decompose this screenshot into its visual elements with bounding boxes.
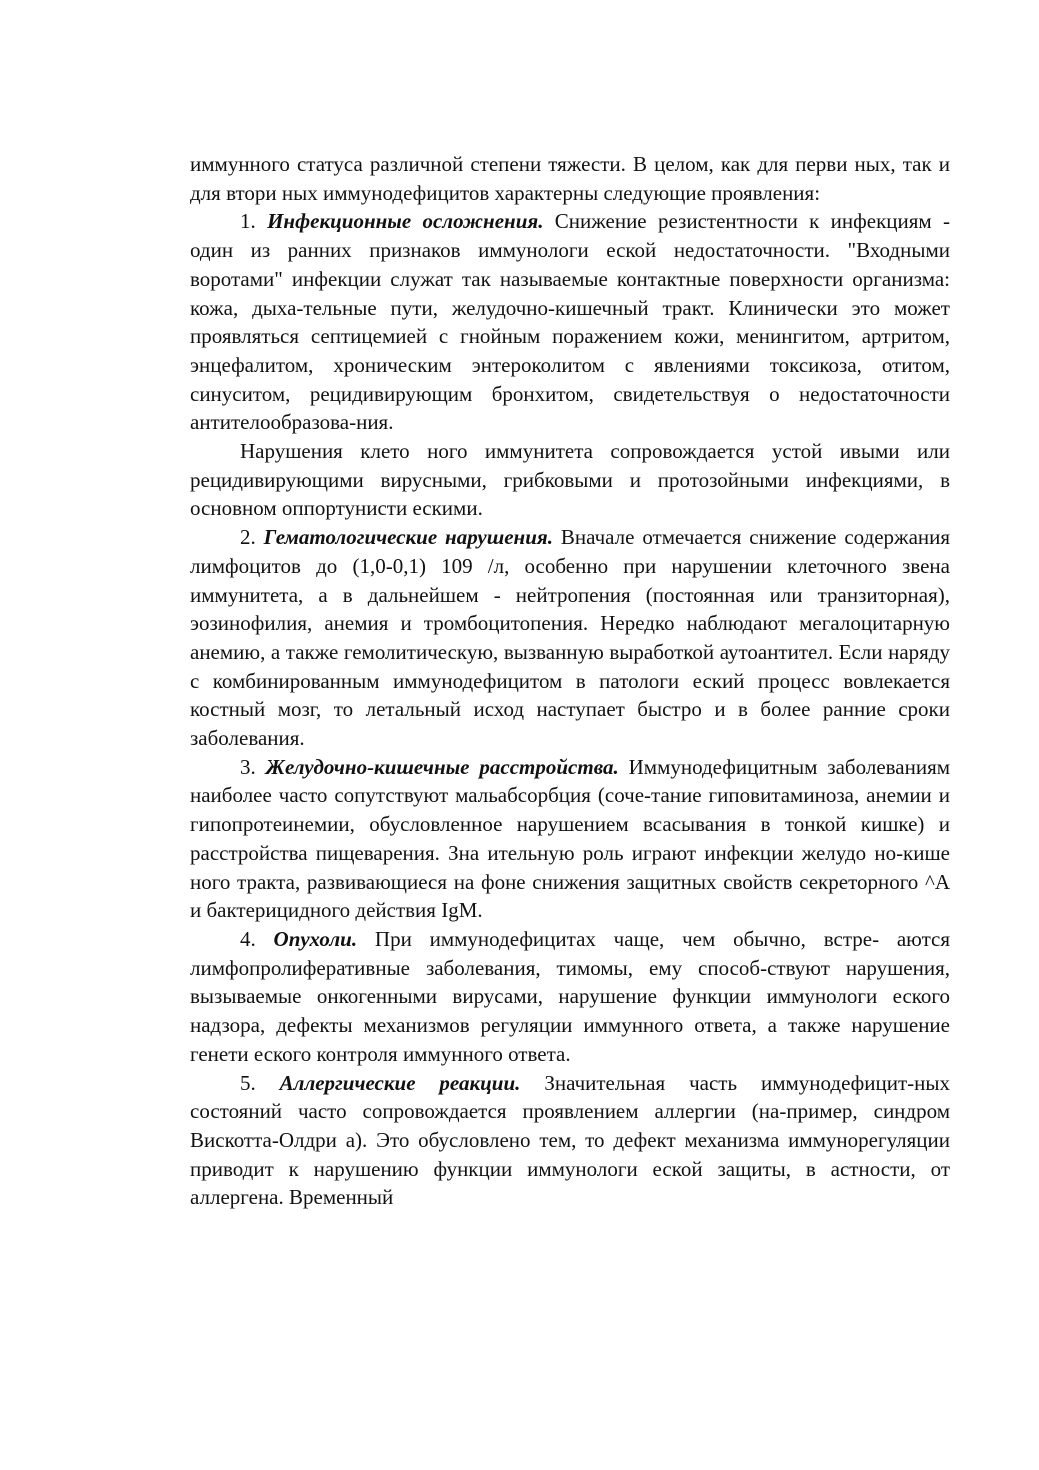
item-body: Вначале отмечается снижение содержания лимфоцитов до (1,0-0,1) 109 /л, особенно при нарушении клеточного звена иммунитета, а в дальнейшем - нейтропения (постоянная или транзиторная), эозинофилия, анемия и тромбоцитопения. Нередко наблюдают мегалоцитарную анемию, а также гемолитическую, вызванную выработкой аутоантител. Если наряду с комбинированным иммунодефицитом в патологи еский процесс вовлекается костный мозг, то летальный исход наступает быстро и в более ранние сроки заболевания. (190, 525, 951, 751)
paragraph-gastrointestinal (190, 753, 950, 925)
item-heading: Желудочно-кишечные расстройства. (265, 754, 619, 779)
item-number: 4. (240, 926, 256, 951)
item-number: 2. (240, 525, 256, 550)
item-heading: Инфекционные осложнения. (267, 209, 544, 234)
paragraph-allergic (190, 1069, 950, 1213)
item-body: При иммунодефицитах чаще, чем обычно, встре- аются лимфопролиферативные заболевания, тимомы, ему способ-ствуют нарушения, вызываемые онкогенными вирусами, нарушение функции иммунологи еского надзора, дефекты механизмов регуляции иммунного ответа, а также нарушение генети еского контроля иммунного ответа. (190, 926, 951, 1066)
document-page (190, 150, 950, 1212)
paragraph-cellular-immunity: Нарушения клето ного иммунитета сопровождается устой ивыми или рецидивирующими вирусными, грибковыми и протозойными инфекциями, в основном оппортунисти ескими. (190, 439, 950, 521)
paragraph-hematologic (190, 523, 950, 753)
item-heading: Опухоли. (273, 926, 358, 951)
item-body: Снижение резистентности к инфекциям - один из ранних признаков иммунологи еской недостаточности. "Входными воротами" инфекции служат так называемые контактные поверхности организма: кожа, дыха-тельные пути, желудочно-кишечный тракт. Клинически это может проявляться септицемией с гнойным поражением кожи, менингитом, артритом, энцефалитом, хроническим энтероколитом с явлениями токсикоза, отитом, синуситом, рецидивирующим бронхитом, свидетельствуя о недостаточности антителообразова-ния. (190, 209, 951, 435)
item-body: Иммунодефицитным заболеваниям наиболее часто сопутствуют мальабсорбция (соче-тание гиповитаминоза, анемии и гипопротеинемии, обусловленное нарушением всасывания в тонкой кишке) и расстройства пищеварения. Зна ительную роль играют инфекции желудо но-кише ного тракта, развивающиеся на фоне снижения защитных свойств секреторного ^A и бактерицидного действия IgM. (190, 754, 951, 923)
paragraph-infections (190, 207, 950, 437)
item-number: 5. (240, 1070, 256, 1095)
item-heading: Гематологические нарушения. (263, 525, 553, 550)
item-heading: Аллергические реакции. (279, 1070, 521, 1095)
paragraph-tumors (190, 925, 950, 1069)
item-body: Значительная часть иммунодефицит-ных состояний часто сопровождается проявлением аллергии (на-пример, синдром Вискотта-Олдри а). Это обусловлено тем, то дефект механизма иммунорегуляции приводит к нарушению функции иммунологи еской защиты, в астности, от аллергена. Временный (190, 1070, 951, 1210)
item-number: 3. (240, 754, 256, 779)
item-number: 1. (240, 209, 256, 234)
paragraph-intro: иммунного статуса различной степени тяжести. В целом, как для перви ных, так и для втори ных иммунодефицитов характерны следующие проявления: (190, 152, 950, 205)
